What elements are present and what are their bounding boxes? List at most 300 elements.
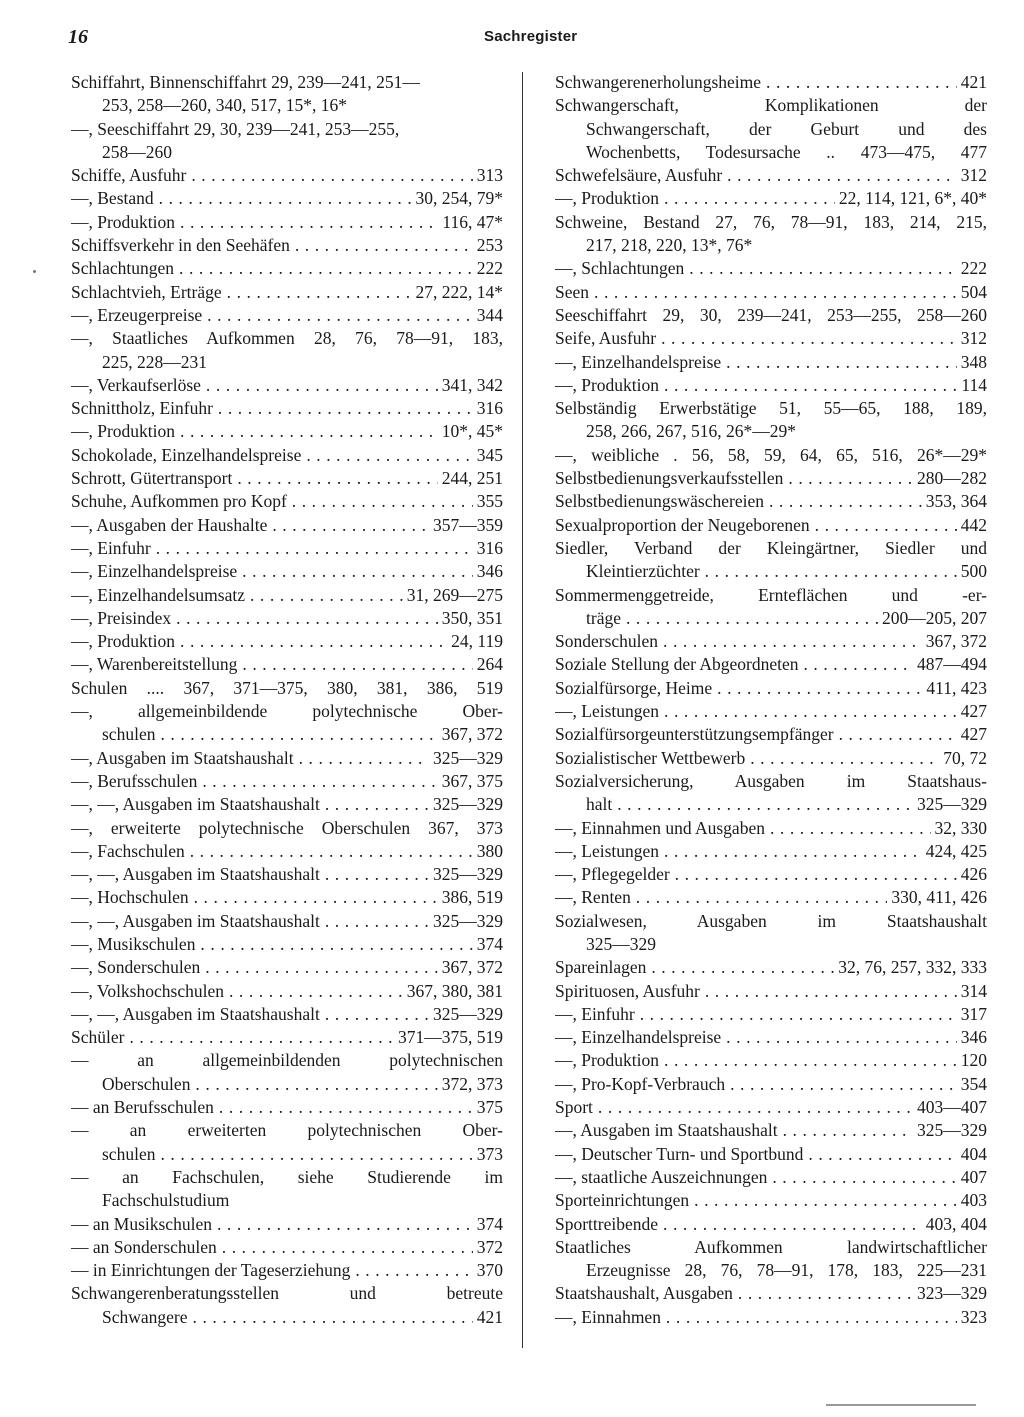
index-entry-term: Sozialfürsorge, Heime . . . xyxy=(555,677,987,700)
index-entry-pages: 373 xyxy=(473,1143,503,1166)
index-entry xyxy=(555,1003,987,1026)
index-entry-pages: 280—282 xyxy=(913,467,987,490)
index-entry-pages: 427 xyxy=(957,700,987,723)
index-entry-term: Schlachtungen . . . xyxy=(71,257,503,280)
index-entry xyxy=(555,1306,987,1329)
index-entry-pages: 323 xyxy=(957,1306,987,1329)
index-entry xyxy=(71,933,503,956)
index-entry xyxy=(71,514,503,537)
index-entry-pages: 325—329 xyxy=(429,910,503,933)
index-entry xyxy=(555,653,987,676)
index-entry-term: 225, 228—231 xyxy=(102,351,207,372)
index-entry-term: —, Seeschiffahrt 29, 30, 239—241, 253—255, xyxy=(71,118,400,139)
index-entry-term: —, —, Ausgaben im Staatshaushalt . . . xyxy=(71,863,503,886)
index-entry xyxy=(71,1306,503,1329)
index-entry xyxy=(71,1003,503,1026)
index-entry xyxy=(555,1282,987,1305)
index-entry-pages: 314 xyxy=(957,980,987,1003)
index-entry xyxy=(71,1049,503,1072)
index-entry-term: — an Fachschulen, siehe Studierende im xyxy=(71,1166,503,1187)
index-entry-term: —, Hochschulen . . . xyxy=(71,886,503,909)
index-entry-term: —, Einzelhandelsumsatz . . . xyxy=(71,584,503,607)
index-entry-term: Oberschulen . . . xyxy=(102,1073,503,1096)
index-entry-term: Schnittholz, Einfuhr . . . xyxy=(71,397,503,420)
index-entry xyxy=(71,653,503,676)
index-entry-term: —, —, Ausgaben im Staatshaushalt . . . xyxy=(71,910,503,933)
index-entry-pages: 427 xyxy=(957,723,987,746)
index-entry-pages: 403, 404 xyxy=(922,1213,987,1236)
index-entry-pages: 325—329 xyxy=(913,793,987,816)
index-entry-term: 253, 258—260, 340, 517, 15*, 16* xyxy=(102,95,347,116)
right-column xyxy=(555,71,987,1329)
index-entry-term: Schrott, Gütertransport . . . xyxy=(71,467,503,490)
index-entry-term: —, Einzelhandelspreise . . . xyxy=(555,1026,987,1049)
index-entry-term: —, Einnahmen . . . xyxy=(555,1306,987,1329)
index-entry xyxy=(555,94,987,117)
index-entry-term: Soziale Stellung der Abgeordneten . . . xyxy=(555,653,987,676)
index-entry-pages: 253 xyxy=(473,234,503,257)
index-entry-pages: 380 xyxy=(473,840,503,863)
index-entry-pages: 316 xyxy=(473,537,503,560)
index-entry-term: Selbstbedienungsverkaufsstellen . . . xyxy=(555,467,987,490)
index-entry xyxy=(555,187,987,210)
index-entry-pages: 367, 372 xyxy=(922,630,987,653)
index-entry-term: —, erweiterte polytechnische Oberschulen 367, 373 xyxy=(71,817,503,838)
index-entry xyxy=(71,584,503,607)
index-entry xyxy=(555,1026,987,1049)
index-entry xyxy=(555,1143,987,1166)
index-entry xyxy=(71,187,503,210)
index-entry-term: —, Erzeugerpreise . . . xyxy=(71,304,503,327)
index-entry xyxy=(71,327,503,350)
index-entry xyxy=(71,211,503,234)
index-entry-pages: 116, 47* xyxy=(438,211,503,234)
index-entry-term: Selbständig Erwerbstätige 51, 55—65, 188, 189, xyxy=(555,398,987,419)
index-entry-term: Schwangerenerholungsheime . . . xyxy=(555,71,987,94)
index-entry-pages: 317 xyxy=(957,1003,987,1026)
index-entry-pages: 354 xyxy=(957,1073,987,1096)
index-entry xyxy=(71,444,503,467)
index-entry xyxy=(555,537,987,560)
index-entry xyxy=(71,490,503,513)
index-entry-pages: 312 xyxy=(957,164,987,187)
index-entry xyxy=(71,420,503,443)
index-entry xyxy=(71,71,503,94)
index-entry xyxy=(555,607,987,630)
index-entry xyxy=(555,793,987,816)
index-entry xyxy=(71,118,503,141)
index-entry-pages: 346 xyxy=(473,560,503,583)
index-entry-pages: 426 xyxy=(957,863,987,886)
index-entry xyxy=(71,630,503,653)
index-entry xyxy=(71,234,503,257)
index-entry-term: —, Ausgaben im Staatshaushalt . . . xyxy=(71,747,503,770)
index-entry xyxy=(555,630,987,653)
index-entry-term: 258—260 xyxy=(102,141,172,162)
index-entry xyxy=(71,956,503,979)
index-entry-pages: 346 xyxy=(957,1026,987,1049)
index-entry xyxy=(71,1143,503,1166)
index-entry-term: Sommermenggetreide, Ernteflächen und -er- xyxy=(555,584,987,605)
index-entry-pages: 421 xyxy=(473,1306,503,1329)
index-entry-term: —, weibliche . 56, 58, 59, 64, 65, 516, 26*—29* xyxy=(555,444,987,465)
index-entry xyxy=(555,817,987,840)
index-entry-term: —, Produktion . . . xyxy=(555,374,987,397)
index-entry xyxy=(71,257,503,280)
index-entry-term: —, Staatliches Aufkommen 28, 76, 78—91, 183, xyxy=(71,328,503,349)
index-entry xyxy=(555,351,987,374)
index-entry xyxy=(71,677,503,700)
index-entry-term: Wochenbetts, Todesursache .. 473—475, 477 xyxy=(586,141,987,162)
index-entry-term: — in Einrichtungen der Tageserziehung . . . xyxy=(71,1259,503,1282)
index-entry-pages: 345 xyxy=(473,444,503,467)
index-entry-pages: 27, 222, 14* xyxy=(412,281,504,304)
index-entry-term: Sporttreibende . . . xyxy=(555,1213,987,1236)
index-entry-pages: 386, 519 xyxy=(438,886,503,909)
index-entry-pages: 325—329 xyxy=(429,793,503,816)
index-entry xyxy=(71,840,503,863)
index-entry xyxy=(555,257,987,280)
index-entry-term: —, Deutscher Turn- und Sportbund . . . xyxy=(555,1143,987,1166)
index-entry xyxy=(555,514,987,537)
index-entry-pages: 372 xyxy=(473,1236,503,1259)
index-entry-pages: 323—329 xyxy=(913,1282,987,1305)
index-entry-term: —, Produktion . . . xyxy=(71,630,503,653)
index-entry-term: Siedler, Verband der Kleingärtner, Siedler und xyxy=(555,537,987,558)
index-entry xyxy=(555,1096,987,1119)
index-entry-pages: 424, 425 xyxy=(922,840,987,863)
bottom-rule xyxy=(826,1404,976,1406)
index-entry-term: Staatshaushalt, Ausgaben . . . xyxy=(555,1282,987,1305)
index-entry-term: —, Renten . . . xyxy=(555,886,987,909)
index-entry-term: Sozialfürsorgeunterstützungsempfänger . . . xyxy=(555,723,987,746)
index-entry-pages: 421 xyxy=(957,71,987,94)
index-entry xyxy=(71,886,503,909)
index-entry xyxy=(555,560,987,583)
index-entry-pages: 370 xyxy=(473,1259,503,1282)
index-entry-term: schulen . . . xyxy=(102,723,503,746)
index-entry-term: —, Einzelhandelspreise . . . xyxy=(555,351,987,374)
index-entry-pages: 244, 251 xyxy=(438,467,503,490)
index-entry-term: Sozialwesen, Ausgaben im Staatshaushalt xyxy=(555,910,987,931)
index-entry-pages: 325—329 xyxy=(913,1119,987,1142)
index-entry-term: Seen . . . xyxy=(555,281,987,304)
index-entry-pages: 403 xyxy=(957,1189,987,1212)
index-entry-pages: 222 xyxy=(473,257,503,280)
index-entry xyxy=(555,490,987,513)
index-entry-term: Seife, Ausfuhr . . . xyxy=(555,327,987,350)
index-entry-pages: 32, 76, 257, 332, 333 xyxy=(834,956,987,979)
index-entry-term: —, Fachschulen . . . xyxy=(71,840,503,863)
index-entry-term: Schwangerschaft, der Geburt und des xyxy=(586,118,987,139)
index-entry-pages: 316 xyxy=(473,397,503,420)
index-entry-term: Schlachtvieh, Erträge . . . xyxy=(71,281,503,304)
index-entry-term: Spirituosen, Ausfuhr . . . xyxy=(555,980,987,1003)
index-entry xyxy=(555,281,987,304)
index-entry-pages: 353, 364 xyxy=(922,490,987,513)
index-entry xyxy=(71,770,503,793)
index-entry xyxy=(555,886,987,909)
index-entry xyxy=(71,910,503,933)
index-entry-term: Schwangere . . . xyxy=(102,1306,503,1329)
index-entry-term: Spareinlagen . . . xyxy=(555,956,987,979)
index-entry-pages: 403—407 xyxy=(913,1096,987,1119)
index-entry-term: Sexualproportion der Neugeborenen . . . xyxy=(555,514,987,537)
index-entry-term: schulen . . . xyxy=(102,1143,503,1166)
index-entry xyxy=(71,1282,503,1305)
running-title: Sachregister xyxy=(484,28,578,45)
index-entry xyxy=(71,1166,503,1189)
index-entry-term: Schwefelsäure, Ausfuhr . . . xyxy=(555,164,987,187)
index-entry-term: —, Preisindex . . . xyxy=(71,607,503,630)
index-entry xyxy=(555,910,987,933)
index-entry-term: —, Pro-Kopf-Verbrauch . . . xyxy=(555,1073,987,1096)
index-entry xyxy=(555,327,987,350)
index-entry-term: Schuhe, Aufkommen pro Kopf . . . xyxy=(71,490,503,513)
index-entry-term: —, Musikschulen . . . xyxy=(71,933,503,956)
index-entry-pages: 114 xyxy=(957,374,987,397)
index-entry-term: —, Produktion . . . xyxy=(555,187,987,210)
index-entry-pages: 487—494 xyxy=(913,653,987,676)
index-entry xyxy=(555,397,987,420)
index-entry-pages: 312 xyxy=(957,327,987,350)
index-entry xyxy=(71,863,503,886)
index-entry-pages: 357—359 xyxy=(429,514,503,537)
index-entry xyxy=(555,467,987,490)
index-entry-pages: 264 xyxy=(473,653,503,676)
index-entry-term: Fachschulstudium xyxy=(102,1190,230,1211)
index-entry-term: Schwangerenberatungsstellen und betreute xyxy=(71,1283,503,1304)
index-entry xyxy=(555,71,987,94)
index-entry-term: Schiffsverkehr in den Seehäfen . . . xyxy=(71,234,503,257)
index-entry xyxy=(555,770,987,793)
index-entry-pages: 344 xyxy=(473,304,503,327)
index-entry xyxy=(555,141,987,164)
index-entry-pages: 70, 72 xyxy=(939,747,987,770)
index-entry-pages: 404 xyxy=(957,1143,987,1166)
index-entry xyxy=(555,840,987,863)
left-column xyxy=(71,71,503,1329)
index-entry-term: 217, 218, 220, 13*, 76* xyxy=(586,235,753,256)
index-entry xyxy=(71,537,503,560)
index-entry-pages: 372, 373 xyxy=(438,1073,503,1096)
index-entry-term: Staatliches Aufkommen landwirtschaftlicher xyxy=(555,1236,987,1257)
index-entry-term: Sonderschulen . . . xyxy=(555,630,987,653)
index-entry-term: —, Schlachtungen . . . xyxy=(555,257,987,280)
index-entry-pages: 348 xyxy=(957,351,987,374)
index-entry-pages: 442 xyxy=(957,514,987,537)
index-entry xyxy=(71,374,503,397)
index-entry-term: —, Einnahmen und Ausgaben . . . xyxy=(555,817,987,840)
index-entry-term: Schokolade, Einzelhandelspreise . . . xyxy=(71,444,503,467)
index-entry-term: —, Bestand . . . xyxy=(71,187,503,210)
index-entry-pages: 325—329 xyxy=(429,747,503,770)
index-entry-term: Sporteinrichtungen . . . xyxy=(555,1189,987,1212)
index-entry-term: Sozialversicherung, Ausgaben im Staatshaus- xyxy=(555,770,987,791)
index-entry xyxy=(71,141,503,164)
index-entry-pages: 374 xyxy=(473,933,503,956)
index-entry xyxy=(555,980,987,1003)
page-number: 16 xyxy=(68,26,88,48)
index-entry-pages: 325—329 xyxy=(429,863,503,886)
index-entry-pages: 222 xyxy=(957,257,987,280)
index-entry-pages: 367, 372 xyxy=(438,956,503,979)
index-entry xyxy=(555,1259,987,1282)
index-entry-term: träge . . . xyxy=(586,607,987,630)
index-entry-term: — an Sonderschulen . . . xyxy=(71,1236,503,1259)
index-entry-term: Schüler . . . xyxy=(71,1026,503,1049)
index-entry-pages: 371—375, 519 xyxy=(394,1026,503,1049)
column-divider xyxy=(522,72,523,1348)
index-entry-term: — an erweiterten polytechnischen Ober- xyxy=(71,1120,503,1141)
index-entry-pages: 367, 375 xyxy=(438,770,503,793)
index-entry-term: — an Berufsschulen . . . xyxy=(71,1096,503,1119)
index-entry-pages: 500 xyxy=(957,560,987,583)
index-entry-term: —, Ausgaben im Staatshaushalt . . . xyxy=(555,1119,987,1142)
index-entry xyxy=(555,444,987,467)
index-entry-term: —, allgemeinbildende polytechnische Ober- xyxy=(71,701,503,722)
index-entry-term: —, Leistungen . . . xyxy=(555,840,987,863)
index-entry-term: 325—329 xyxy=(586,933,656,954)
index-entry xyxy=(71,817,503,840)
index-entry-term: Schulen .... 367, 371—375, 380, 381, 386, 519 xyxy=(71,677,503,698)
index-entry-term: —, Volkshochschulen . . . xyxy=(71,980,503,1003)
index-entry xyxy=(71,397,503,420)
index-entry-pages: 330, 411, 426 xyxy=(887,886,987,909)
index-entry xyxy=(71,467,503,490)
index-entry-term: —, staatliche Auszeichnungen . . . xyxy=(555,1166,987,1189)
index-entry-pages: 31, 269—275 xyxy=(403,584,503,607)
index-entry xyxy=(71,1189,503,1212)
index-entry-term: —, Einfuhr . . . xyxy=(71,537,503,560)
index-entry xyxy=(555,164,987,187)
margin-dot xyxy=(33,270,36,273)
index-entry xyxy=(555,211,987,234)
index-entry-term: —, Sonderschulen . . . xyxy=(71,956,503,979)
index-entry-term: Sport . . . xyxy=(555,1096,987,1119)
index-entry-term: —, —, Ausgaben im Staatshaushalt . . . xyxy=(71,1003,503,1026)
index-entry xyxy=(71,1026,503,1049)
index-entry xyxy=(555,723,987,746)
index-entry xyxy=(555,1073,987,1096)
index-entry-pages: 22, 114, 121, 6*, 40* xyxy=(835,187,987,210)
index-entry xyxy=(71,793,503,816)
index-entry-term: Selbstbedienungswäschereien . . . xyxy=(555,490,987,513)
index-entry-term: —, Ausgaben der Haushalte . . . xyxy=(71,514,503,537)
index-entry-pages: 367, 380, 381 xyxy=(403,980,503,1003)
index-entry-pages: 30, 254, 79* xyxy=(412,187,504,210)
index-entry xyxy=(555,700,987,723)
index-entry-pages: 24, 119 xyxy=(447,630,503,653)
index-entry-term: —, Leistungen . . . xyxy=(555,700,987,723)
index-entry xyxy=(555,304,987,327)
index-entry xyxy=(555,1236,987,1259)
index-entry xyxy=(555,1213,987,1236)
index-entry xyxy=(71,94,503,117)
index-entry xyxy=(555,933,987,956)
index-entry xyxy=(71,723,503,746)
index-entry-term: —, Verkaufserlöse . . . xyxy=(71,374,503,397)
index-entry-pages: 367, 372 xyxy=(438,723,503,746)
index-entry-term: 258, 266, 267, 516, 26*—29* xyxy=(586,421,796,442)
index-entry-pages: 350, 351 xyxy=(438,607,503,630)
index-entry-term: —, Produktion . . . xyxy=(555,1049,987,1072)
index-entry xyxy=(71,164,503,187)
index-entry-term: Schweine, Bestand 27, 76, 78—91, 183, 214, 215, xyxy=(555,211,987,232)
index-entry-pages: 355 xyxy=(473,490,503,513)
index-entry xyxy=(555,374,987,397)
index-entry-pages: 120 xyxy=(957,1049,987,1072)
index-entry xyxy=(71,1236,503,1259)
index-entry xyxy=(71,980,503,1003)
index-entry-pages: 411, 423 xyxy=(922,677,987,700)
index-entry xyxy=(71,304,503,327)
index-entry xyxy=(555,1119,987,1142)
index-entry xyxy=(555,747,987,770)
index-entry xyxy=(555,1166,987,1189)
index-entry xyxy=(555,1049,987,1072)
index-entry xyxy=(71,1213,503,1236)
index-entry-term: Kleintierzüchter . . . xyxy=(586,560,987,583)
index-entry-pages: 313 xyxy=(473,164,503,187)
index-entry xyxy=(71,351,503,374)
index-entry xyxy=(71,560,503,583)
index-entry-pages: 200—205, 207 xyxy=(878,607,987,630)
index-entry-term: Erzeugnisse 28, 76, 78—91, 178, 183, 225—231 xyxy=(586,1260,987,1281)
index-entry-pages: 375 xyxy=(473,1096,503,1119)
index-entry xyxy=(71,747,503,770)
index-entry-term: halt . . . xyxy=(586,793,987,816)
index-entry xyxy=(555,420,987,443)
index-entry-term: —, Pflegegelder . . . xyxy=(555,863,987,886)
index-entry-term: —, Produktion . . . xyxy=(71,420,503,443)
index-entry-term: Sozialistischer Wettbewerb . . . xyxy=(555,747,987,770)
index-entry-term: —, Einfuhr . . . xyxy=(555,1003,987,1026)
index-entry xyxy=(71,700,503,723)
index-entry-term: Schwangerschaft, Komplikationen der xyxy=(555,95,987,116)
index-entry xyxy=(71,607,503,630)
index-entry xyxy=(71,281,503,304)
index-entry-term: Schiffahrt, Binnenschiffahrt 29, 239—241, 251— xyxy=(71,72,420,92)
index-entry-pages: 374 xyxy=(473,1213,503,1236)
index-entry-pages: 407 xyxy=(957,1166,987,1189)
index-entry xyxy=(555,234,987,257)
index-entry-pages: 504 xyxy=(957,281,987,304)
index-entry xyxy=(71,1073,503,1096)
index-entry-term: —, Berufsschulen . . . xyxy=(71,770,503,793)
index-entry-pages: 10*, 45* xyxy=(438,420,503,443)
index-entry xyxy=(71,1096,503,1119)
index-entry xyxy=(555,956,987,979)
index-entry-pages: 32, 330 xyxy=(931,817,988,840)
index-entry-pages: 325—329 xyxy=(429,1003,503,1026)
index-entry-term: —, Einzelhandelspreise . . . xyxy=(71,560,503,583)
index-entry-term: Schiffe, Ausfuhr . . . xyxy=(71,164,503,187)
index-entry-term: —, Produktion . . . xyxy=(71,211,503,234)
index-entry xyxy=(555,863,987,886)
index-entry xyxy=(71,1259,503,1282)
index-entry-pages: 341, 342 xyxy=(438,374,503,397)
index-entry xyxy=(555,584,987,607)
index-entry xyxy=(71,1119,503,1142)
index-entry-term: Seeschiffahrt 29, 30, 239—241, 253—255, 258—260 xyxy=(555,304,987,325)
index-entry-term: —, Warenbereitstellung . . . xyxy=(71,653,503,676)
index-entry xyxy=(555,118,987,141)
index-entry-term: —, —, Ausgaben im Staatshaushalt . . . xyxy=(71,793,503,816)
index-entry-term: — an allgemeinbildenden polytechnischen xyxy=(71,1050,503,1071)
index-entry xyxy=(555,677,987,700)
index-entry xyxy=(555,1189,987,1212)
